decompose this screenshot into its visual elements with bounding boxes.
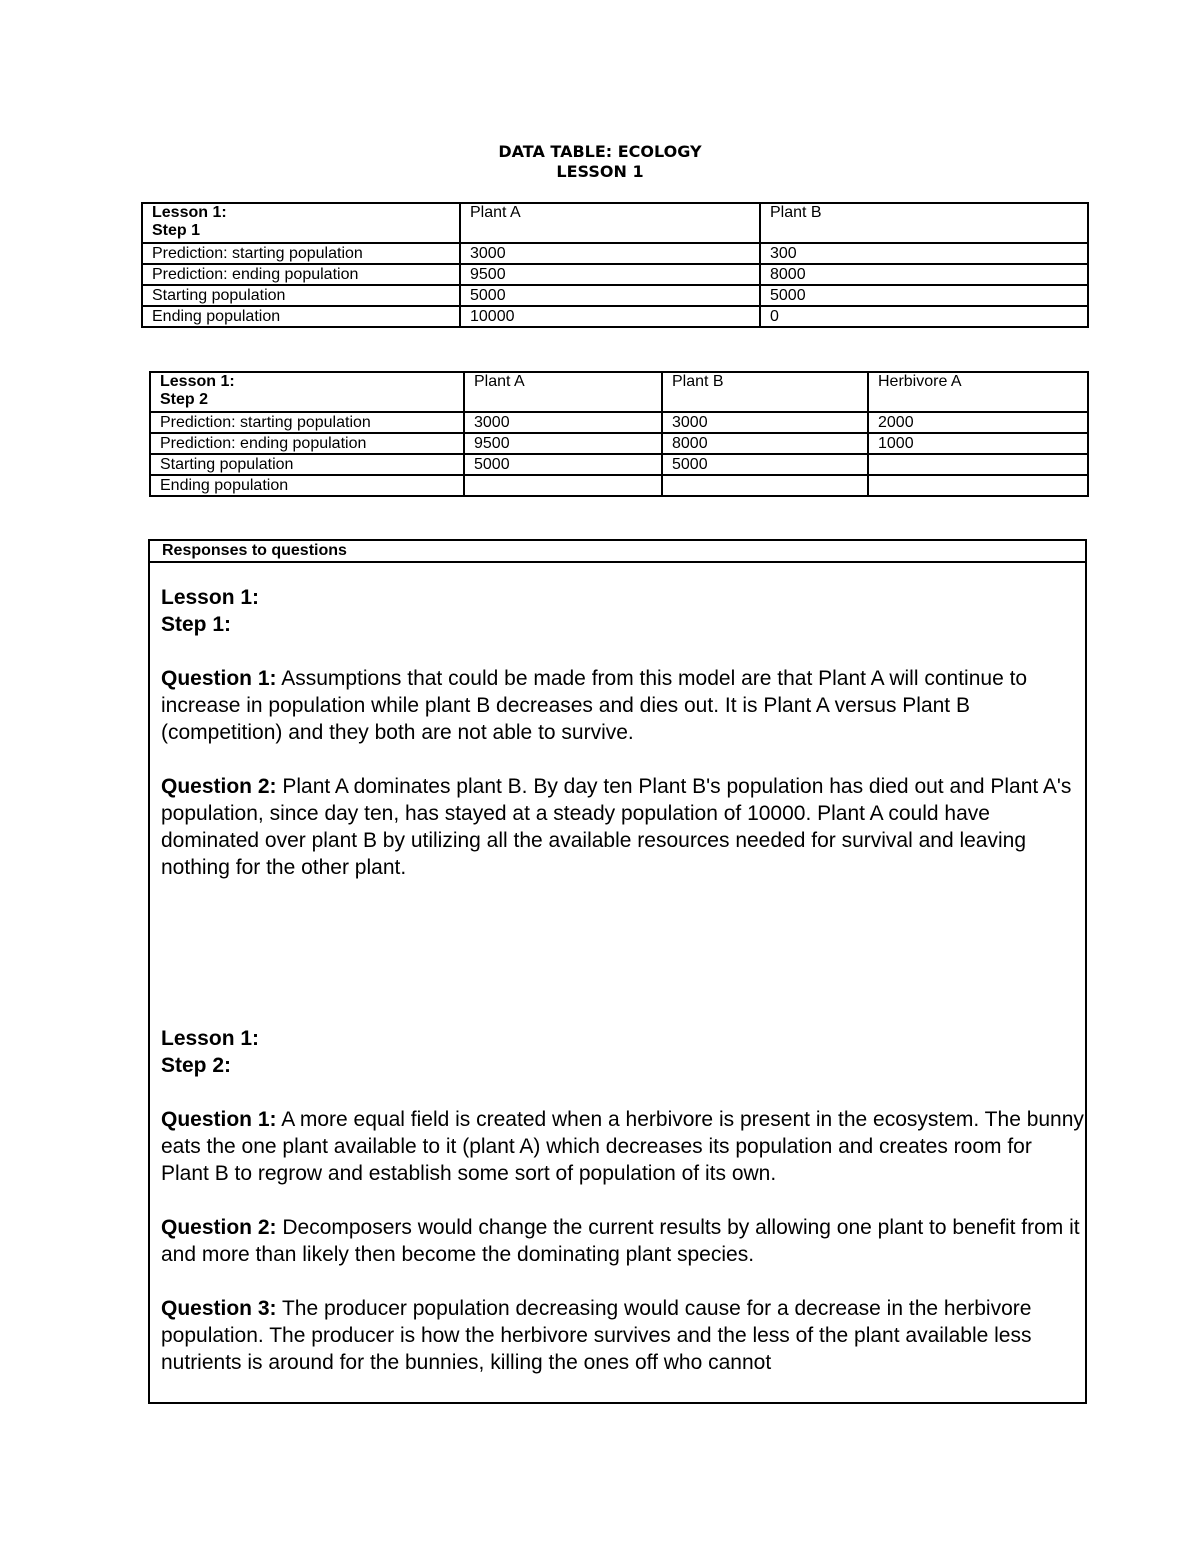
row-label: Ending population bbox=[142, 306, 460, 327]
question-label: Question 2: bbox=[161, 775, 277, 798]
document-subtitle: LESSON 1 bbox=[556, 162, 644, 181]
table-row bbox=[150, 433, 1088, 454]
row-label: Prediction: starting population bbox=[150, 412, 464, 433]
question-label: Question 1: bbox=[161, 667, 277, 690]
column-header: Herbivore A bbox=[868, 372, 1088, 412]
step1-step-heading: Step 1: bbox=[161, 613, 232, 636]
question-answer: Assumptions that could be made from this model are that Plant A will continue to increase in population while plant B decreases and dies out. It is Plant A versus Plant B (competition) and they both are not able to survive. bbox=[161, 667, 1028, 744]
table-header-row bbox=[150, 372, 1088, 412]
responses-box bbox=[148, 539, 1087, 1404]
step2-lesson-heading: Lesson 1: bbox=[161, 1027, 260, 1050]
table-cell: 2000 bbox=[868, 412, 1088, 433]
table-cell: 1000 bbox=[868, 433, 1088, 454]
table-row bbox=[142, 264, 1088, 285]
table-cell: 10000 bbox=[460, 306, 760, 327]
table-cell: 0 bbox=[760, 306, 1088, 327]
question-label: Question 2: bbox=[161, 1216, 277, 1239]
step1-lesson-heading: Lesson 1: bbox=[161, 586, 260, 609]
column-header: Plant A bbox=[460, 203, 760, 243]
question-answer: Plant A dominates plant B. By day ten Plant B's population has died out and Plant A's population, since day ten, has stayed at a steady population of 10000. Plant A could have dominated over plant B by utilizing all the available resources needed for survival and leaving nothing for the other plant. bbox=[161, 775, 1072, 879]
responses-body bbox=[150, 563, 1085, 1376]
step2-question-1 bbox=[161, 1106, 1085, 1187]
row-label: Starting population bbox=[142, 285, 460, 306]
row-label: Prediction: ending population bbox=[150, 433, 464, 454]
table-cell bbox=[868, 475, 1088, 496]
column-header: Plant B bbox=[760, 203, 1088, 243]
question-label: Question 1: bbox=[161, 1108, 277, 1131]
table-cell bbox=[868, 454, 1088, 475]
question-label: Question 3: bbox=[161, 1297, 277, 1320]
table-row bbox=[142, 243, 1088, 264]
row-label: Prediction: ending population bbox=[142, 264, 460, 285]
table-cell: 8000 bbox=[662, 433, 868, 454]
table-cell: 5000 bbox=[460, 285, 760, 306]
table-row bbox=[142, 285, 1088, 306]
table-cell: 5000 bbox=[662, 454, 868, 475]
table-cell bbox=[662, 475, 868, 496]
question-answer: Decomposers would change the current results by allowing one plant to benefit from it and more than likely then become the dominating plant species. bbox=[161, 1216, 1080, 1266]
header-lesson: Lesson 1: bbox=[152, 204, 227, 221]
table-row bbox=[150, 475, 1088, 496]
step2-question-3 bbox=[161, 1295, 1085, 1376]
table-cell: 3000 bbox=[460, 243, 760, 264]
step2-question-2 bbox=[161, 1214, 1085, 1268]
header-lesson-cell bbox=[142, 203, 460, 243]
table-cell: 3000 bbox=[464, 412, 662, 433]
row-label: Prediction: starting population bbox=[142, 243, 460, 264]
table-cell: 8000 bbox=[760, 264, 1088, 285]
column-header: Plant B bbox=[662, 372, 868, 412]
header-step: Step 1 bbox=[152, 222, 201, 239]
table-row bbox=[150, 412, 1088, 433]
column-header: Plant A bbox=[464, 372, 662, 412]
responses-heading: Responses to questions bbox=[150, 541, 1085, 563]
step1-data-table bbox=[141, 202, 1089, 328]
table-cell: 9500 bbox=[464, 433, 662, 454]
table-cell bbox=[464, 475, 662, 496]
step2-data-table bbox=[149, 371, 1089, 497]
document-title: DATA TABLE: ECOLOGY bbox=[498, 142, 702, 161]
table-cell: 5000 bbox=[464, 454, 662, 475]
table-row bbox=[150, 454, 1088, 475]
step1-question-2 bbox=[161, 773, 1085, 881]
question-answer: A more equal field is created when a herbivore is present in the ecosystem. The bunny eats the one plant available to it (plant A) which decreases its population and creates room for Plant B to regrow and establish some sort of population of its own. bbox=[161, 1108, 1084, 1185]
header-lesson: Lesson 1: bbox=[160, 373, 235, 390]
header-step: Step 2 bbox=[160, 391, 209, 408]
table-header-row bbox=[142, 203, 1088, 243]
table-cell: 3000 bbox=[662, 412, 868, 433]
table-cell: 5000 bbox=[760, 285, 1088, 306]
step1-question-1 bbox=[161, 665, 1085, 746]
table-cell: 9500 bbox=[460, 264, 760, 285]
table-row bbox=[142, 306, 1088, 327]
table-cell: 300 bbox=[760, 243, 1088, 264]
step2-step-heading: Step 2: bbox=[161, 1054, 232, 1077]
question-answer: The producer population decreasing would cause for a decrease in the herbivore population. The producer is how the herbivore survives and the less of the plant available less nutrients is around for the bunnies, killing the ones off who cannot bbox=[161, 1297, 1032, 1374]
header-lesson-cell bbox=[150, 372, 464, 412]
row-label: Starting population bbox=[150, 454, 464, 475]
row-label: Ending population bbox=[150, 475, 464, 496]
